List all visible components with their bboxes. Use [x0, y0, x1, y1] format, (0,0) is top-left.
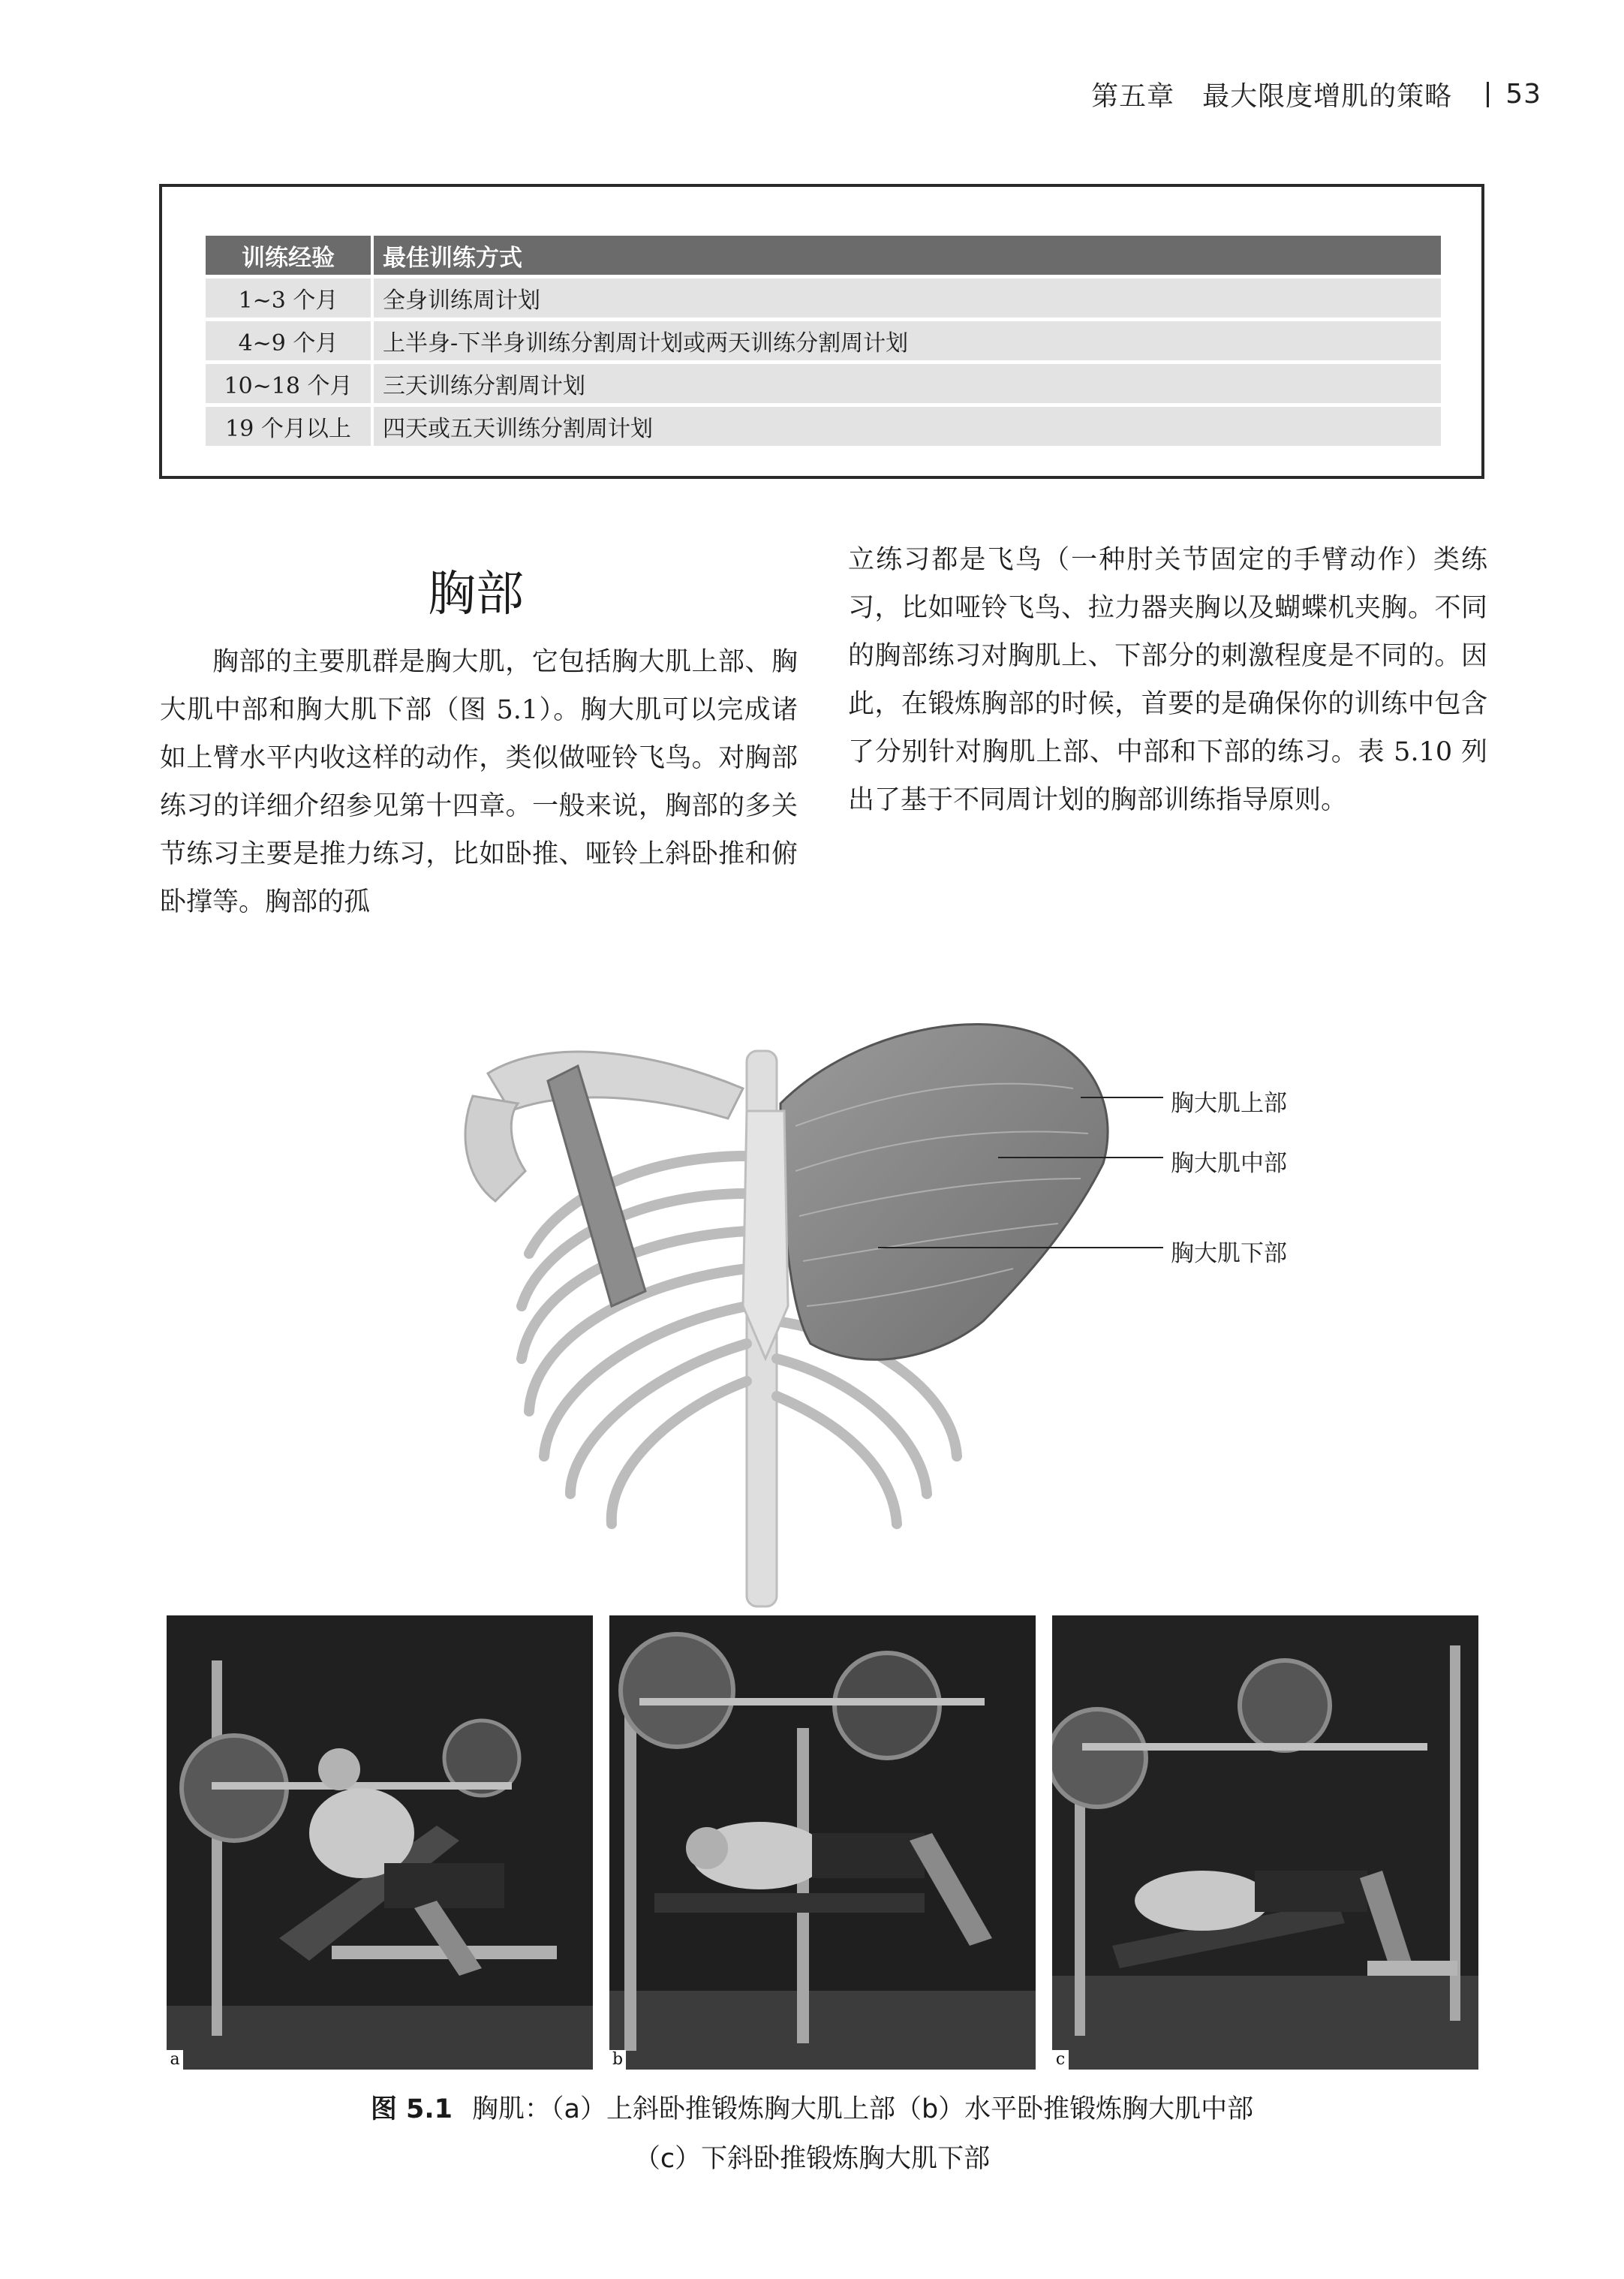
- chapter-title: 第五章 最大限度增肌的策略: [1091, 81, 1453, 112]
- page-number: 53: [1505, 79, 1541, 110]
- figure-number: 图 5.1: [370, 2094, 453, 2124]
- experience-cell: 10~18 个月: [206, 364, 374, 403]
- body-paragraph: 立练习都是飞鸟（一种肘关节固定的手臂动作）类练习，比如哑铃飞鸟、拉力器夹胸以及蝴蝶机夹胸。不同的胸部练习对胸肌上、下部分的刺激程度是不同的。因此，在锻炼胸部的时候，首要的是确保你的训练中包含了分别针对胸肌上部、中部和下部的练习。表 5.10 列出了基于不同周计划的胸部训练指导原则。: [848, 545, 1487, 815]
- caption-text-1: 胸肌：（a）上斜卧推锻炼胸大肌上部（b）水平卧推锻炼胸大肌中部: [472, 2094, 1254, 2124]
- table-row: [206, 321, 1441, 360]
- photo-decline-bench-press: [1052, 1615, 1478, 2070]
- method-cell: 四天或五天训练分割周计划: [374, 407, 1441, 446]
- anatomy-drawing: [458, 1006, 1163, 1621]
- label-pec-middle: 胸大肌中部: [1171, 1150, 1287, 1177]
- training-table-box: [159, 184, 1484, 479]
- photo-flat-bench-press: [609, 1615, 1036, 2070]
- running-header: [1091, 75, 1541, 113]
- body-column-left: [160, 638, 798, 926]
- chest-anatomy-illustration: [458, 1006, 1163, 1621]
- header-best-method: 最佳训练方式: [374, 236, 1441, 275]
- table-row: [206, 407, 1441, 446]
- experience-cell: 4~9 个月: [206, 321, 374, 360]
- training-experience-table: [206, 232, 1441, 450]
- table-header-row: [206, 236, 1441, 275]
- figure-caption-line1: [0, 2088, 1624, 2126]
- photo-label-c: c: [1052, 2050, 1069, 2070]
- photo-label-b: b: [609, 2050, 626, 2070]
- caption-text-2: （c）下斜卧推锻炼胸大肌下部: [633, 2144, 991, 2174]
- body-column-right: [848, 536, 1487, 824]
- label-pec-upper: 胸大肌上部: [1171, 1090, 1287, 1117]
- photo-incline-bench-press: [167, 1615, 593, 2070]
- figure-caption-line2: [0, 2138, 1624, 2175]
- experience-cell: 1~3 个月: [206, 278, 374, 318]
- photo-label-a: a: [167, 2050, 183, 2070]
- header-separator: [1487, 82, 1489, 107]
- body-paragraph: 胸部的主要肌群是胸大肌，它包括胸大肌上部、胸大肌中部和胸大肌下部（图 5.1）。胸大肌可以完成诸如上臂水平内收这样的动作，类似做哑铃飞鸟。对胸部练习的详细介绍参见第十四章。一般来说，胸部的多关节练习主要是推力练习，比如卧推、哑铃上斜卧推和俯卧撑等。胸部的孤: [160, 647, 798, 917]
- experience-cell: 19 个月以上: [206, 407, 374, 446]
- method-cell: 全身训练周计划: [374, 278, 1441, 318]
- table-row: [206, 364, 1441, 403]
- header-experience: 训练经验: [206, 236, 374, 275]
- method-cell: 上半身-下半身训练分割周计划或两天训练分割周计划: [374, 321, 1441, 360]
- label-pec-lower: 胸大肌下部: [1171, 1240, 1287, 1267]
- table-row: [206, 278, 1441, 318]
- section-title: 胸部: [428, 567, 524, 622]
- method-cell: 三天训练分割周计划: [374, 364, 1441, 403]
